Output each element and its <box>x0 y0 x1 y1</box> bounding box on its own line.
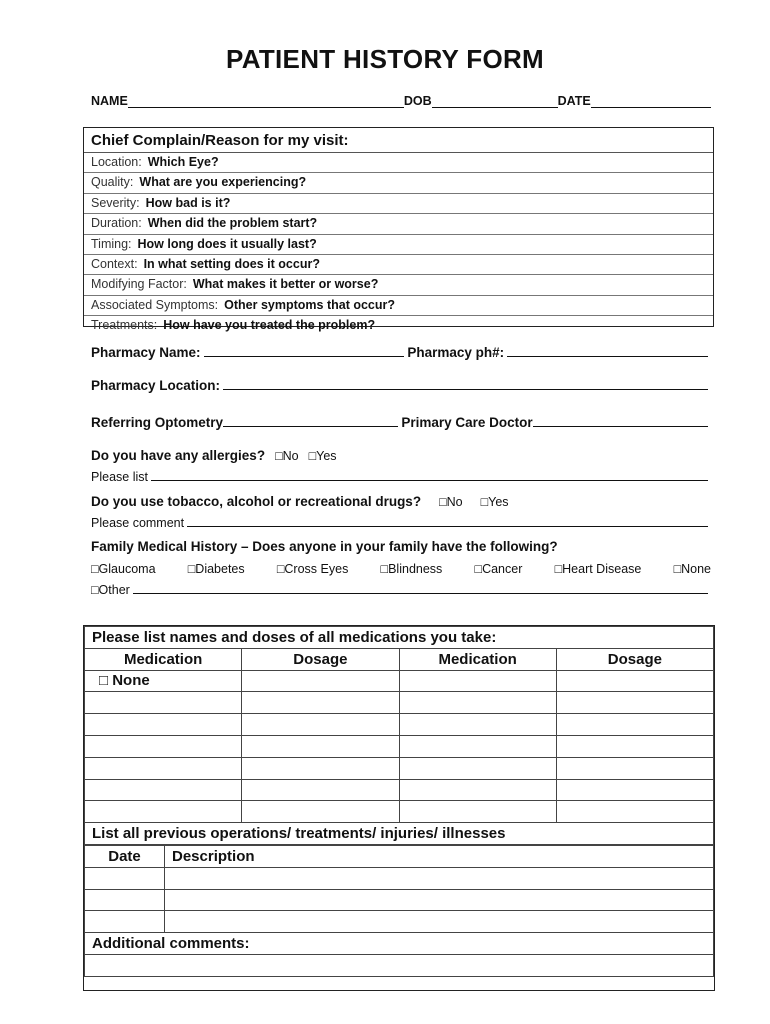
medication-cell[interactable] <box>556 779 713 801</box>
complaint-row[interactable] <box>84 296 713 316</box>
operations-heading: List all previous operations/ treatments/ injuries/ illnesses <box>85 823 714 845</box>
family-history-checkbox[interactable]: □Glaucoma <box>91 562 156 576</box>
substances-line <box>91 494 711 509</box>
medication-cell[interactable] <box>242 670 399 692</box>
complaint-label: Quality: <box>91 175 134 190</box>
allergies-question: Do you have any allergies? <box>91 448 266 463</box>
substances-yes-checkbox[interactable]: □Yes <box>480 495 509 509</box>
allergies-list-field[interactable] <box>151 479 708 481</box>
pharmacy-phone-field[interactable] <box>507 355 708 357</box>
medication-row <box>85 779 714 801</box>
complaint-question: In what setting does it occur? <box>143 256 320 271</box>
allergies-list-label: Please list <box>91 470 148 484</box>
dob-label: DOB <box>403 94 432 108</box>
medication-row <box>85 757 714 779</box>
complaint-label: Timing: <box>91 236 132 251</box>
operations-col-date: Date <box>85 845 165 867</box>
complaint-label: Treatments: <box>91 318 158 333</box>
complaint-question: How long does it usually last? <box>137 236 317 251</box>
substances-comment-field[interactable] <box>187 525 708 527</box>
operation-description-cell[interactable] <box>165 911 714 933</box>
medication-cell[interactable] <box>85 714 242 736</box>
medication-cell[interactable] <box>556 801 713 823</box>
medication-row <box>85 670 714 692</box>
complaint-label: Associated Symptoms: <box>91 297 219 312</box>
substances-question: Do you use tobacco, alcohol or recreational drugs? <box>91 494 422 509</box>
complaint-row[interactable] <box>84 275 713 295</box>
medication-cell[interactable] <box>242 757 399 779</box>
substances-no-checkbox[interactable]: □No <box>439 495 463 509</box>
operations-col-description: Description <box>165 845 714 867</box>
complaint-label: Duration: <box>91 216 142 231</box>
medication-cell[interactable] <box>85 735 242 757</box>
family-history-checkbox[interactable]: □Blindness <box>380 562 443 576</box>
family-history-options <box>91 562 711 576</box>
chief-complaint-box <box>83 127 714 333</box>
additional-comments-heading: Additional comments: <box>85 933 714 955</box>
complaint-label: Context: <box>91 256 138 271</box>
dob-field[interactable] <box>432 94 558 108</box>
medication-column-header: Dosage <box>556 648 713 670</box>
medications-operations-box <box>83 625 715 991</box>
complaint-question: When did the problem start? <box>147 216 318 231</box>
operation-date-cell[interactable] <box>85 911 165 933</box>
primary-care-field[interactable] <box>533 425 708 427</box>
operation-description-cell[interactable] <box>165 867 714 889</box>
medication-column-header: Dosage <box>242 648 399 670</box>
medication-cell[interactable] <box>556 757 713 779</box>
family-history-checkbox[interactable]: □Cross Eyes <box>276 562 349 576</box>
date-label: DATE <box>557 94 591 108</box>
medication-cell[interactable] <box>85 757 242 779</box>
complaint-row[interactable] <box>84 255 713 275</box>
pharmacy-location-line <box>91 378 711 393</box>
medication-none-checkbox[interactable]: □ None <box>85 670 242 692</box>
medication-cell[interactable] <box>399 714 556 736</box>
substances-comment-label: Please comment <box>91 516 185 530</box>
operation-description-cell[interactable] <box>165 889 714 911</box>
medication-row <box>85 714 714 736</box>
referring-optometry-field[interactable] <box>223 425 398 427</box>
allergies-list-line <box>91 470 711 484</box>
pharmacy-name-line <box>91 345 711 360</box>
complaint-label: Severity: <box>91 195 140 210</box>
pharmacy-phone-label: Pharmacy ph#: <box>407 345 505 360</box>
pharmacy-name-field[interactable] <box>204 355 405 357</box>
medication-cell[interactable] <box>242 714 399 736</box>
operation-row <box>85 889 714 911</box>
family-history-line <box>91 539 711 554</box>
medication-cell[interactable] <box>556 692 713 714</box>
form-title: PATIENT HISTORY FORM <box>225 44 544 74</box>
medication-row <box>85 692 714 714</box>
allergies-no-checkbox[interactable]: □No <box>275 449 299 463</box>
pharmacy-location-field[interactable] <box>223 388 708 390</box>
medication-row <box>85 801 714 823</box>
pharmacy-name-label: Pharmacy Name: <box>91 345 201 360</box>
patient-header-line <box>91 94 711 108</box>
family-history-checkbox[interactable]: □Cancer <box>474 562 523 576</box>
medication-cell[interactable] <box>85 801 242 823</box>
medications-heading: Please list names and doses of all medications you take: <box>85 627 714 649</box>
family-history-question: Family Medical History – Does anyone in your family have the following? <box>91 539 558 554</box>
medication-cell[interactable] <box>399 801 556 823</box>
operation-date-cell[interactable] <box>85 867 165 889</box>
family-other-checkbox[interactable]: □Other <box>91 583 130 597</box>
medication-cell[interactable] <box>556 670 713 692</box>
name-label: NAME <box>91 94 128 108</box>
medication-cell[interactable] <box>242 735 399 757</box>
medication-cell[interactable] <box>399 735 556 757</box>
pharmacy-location-label: Pharmacy Location: <box>91 378 221 393</box>
referring-optometry-label: Referring Optometry <box>91 415 224 430</box>
medication-column-header: Medication <box>399 648 556 670</box>
complaint-row[interactable] <box>84 173 713 193</box>
operation-row <box>85 911 714 933</box>
primary-care-label: Primary Care Doctor <box>401 415 533 430</box>
complaint-label: Modifying Factor: <box>91 277 187 292</box>
additional-comments-field[interactable] <box>85 954 714 976</box>
family-history-checkbox[interactable]: □None <box>673 562 711 576</box>
medication-cell[interactable] <box>556 735 713 757</box>
medication-cell[interactable] <box>242 692 399 714</box>
complaint-question: How bad is it? <box>145 195 231 210</box>
medication-row <box>85 735 714 757</box>
complaint-row[interactable] <box>84 235 713 255</box>
medication-cell[interactable] <box>242 801 399 823</box>
medication-cell[interactable] <box>399 670 556 692</box>
medication-column-header: Medication <box>85 648 242 670</box>
medication-cell[interactable] <box>399 779 556 801</box>
family-history-checkbox[interactable]: □Diabetes <box>187 562 245 576</box>
complaint-question: What makes it better or worse? <box>192 277 379 292</box>
family-other-line <box>91 583 711 597</box>
date-field[interactable] <box>591 94 711 108</box>
operation-date-cell[interactable] <box>85 889 165 911</box>
medication-cell[interactable] <box>242 779 399 801</box>
chief-complaint-heading: Chief Complain/Reason for my visit: <box>84 128 713 153</box>
complaint-row[interactable] <box>84 316 713 335</box>
allergies-line <box>91 448 711 463</box>
complaint-row[interactable] <box>84 214 713 234</box>
family-history-checkbox[interactable]: □Heart Disease <box>554 562 642 576</box>
medication-cell[interactable] <box>85 779 242 801</box>
complaint-question: How have you treated the problem? <box>163 318 376 333</box>
operation-row <box>85 867 714 889</box>
medication-cell[interactable] <box>556 714 713 736</box>
complaint-row[interactable] <box>84 153 713 173</box>
medication-cell[interactable] <box>399 692 556 714</box>
complaint-label: Location: <box>91 155 142 169</box>
medication-cell[interactable] <box>399 757 556 779</box>
medication-cell[interactable] <box>85 692 242 714</box>
family-other-field[interactable] <box>133 592 708 594</box>
complaint-question: Which Eye? <box>147 155 219 169</box>
allergies-yes-checkbox[interactable]: □Yes <box>308 449 337 463</box>
complaint-question: Other symptoms that occur? <box>224 297 396 312</box>
complaint-question: What are you experiencing? <box>139 175 307 190</box>
referral-line <box>91 415 711 430</box>
complaint-row[interactable] <box>84 194 713 214</box>
substances-comment-line <box>91 516 711 530</box>
name-field[interactable] <box>128 94 404 108</box>
